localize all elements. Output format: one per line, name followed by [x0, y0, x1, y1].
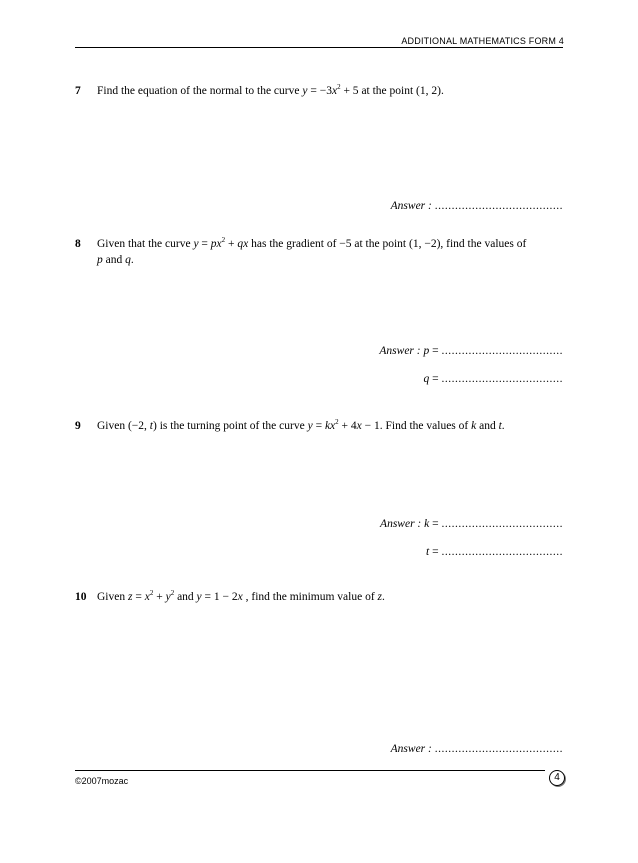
text-fragment: . — [382, 591, 385, 603]
footer-rule — [75, 770, 545, 771]
math-var: x — [144, 591, 150, 603]
question-number: 7 — [75, 85, 81, 97]
math-fragment: = — [198, 238, 211, 250]
text-fragment: Find the equation of the normal to the curve — [97, 85, 303, 97]
question-text-line-2 — [97, 252, 134, 268]
answer-variable: k — [424, 518, 430, 530]
text-fragment: Given (−2, — [97, 420, 150, 432]
math-var: qx — [237, 238, 249, 250]
answer-line-10[interactable] — [391, 743, 563, 755]
math-var: q — [125, 254, 131, 266]
copyright-text: ©2007mozac — [75, 776, 129, 786]
answer-variable: q — [423, 373, 430, 385]
header-rule — [75, 47, 563, 48]
math-var: k — [471, 420, 477, 432]
answer-label: Answer : — [379, 345, 421, 357]
answer-blank[interactable]: .................................... — [441, 345, 563, 357]
header-title: ADDITIONAL MATHEMATICS FORM 4 — [401, 36, 564, 46]
math-fragment: + — [153, 591, 166, 603]
math-var: z — [127, 591, 133, 603]
text-fragment: Given — [97, 591, 128, 603]
math-fragment: = — [312, 420, 325, 432]
text-fragment: , find the minimum value of — [242, 591, 378, 603]
text-fragment: and — [476, 420, 499, 432]
math-exponent: 2 — [221, 236, 226, 244]
math-var: kx — [324, 420, 336, 432]
math-fragment: + 4 — [338, 420, 357, 432]
math-fragment: + — [225, 238, 238, 250]
answer-blank[interactable]: ...................................... — [434, 743, 563, 755]
text-fragment: ) is the turning point of the curve — [153, 420, 308, 432]
text-fragment: and — [174, 591, 197, 603]
page-number-badge: 4 — [549, 770, 565, 786]
answer-line-9-t[interactable] — [426, 546, 563, 558]
math-exponent: 2 — [335, 418, 339, 426]
text-fragment: has the gradient of −5 at the point (1, −2), find the values of — [248, 238, 527, 250]
text-fragment: . — [130, 254, 134, 266]
answer-blank[interactable]: .................................... — [441, 546, 563, 558]
math-var: y — [165, 591, 171, 603]
question-text — [97, 236, 526, 252]
text-fragment: Given that the curve — [97, 238, 194, 250]
math-var: x — [237, 591, 243, 603]
answer-line-8-q[interactable] — [424, 373, 564, 385]
answer-label: Answer : — [390, 200, 432, 212]
answer-line-9-k[interactable] — [380, 518, 563, 530]
equals-sign: = — [429, 518, 442, 530]
math-fragment: = — [132, 591, 145, 603]
question-number: 8 — [75, 238, 81, 250]
answer-line-8-p[interactable] — [379, 345, 563, 357]
answer-blank[interactable]: .................................... — [441, 518, 563, 530]
answer-blank[interactable]: .................................... — [441, 373, 563, 385]
text-fragment: . — [501, 420, 505, 432]
question-text — [97, 418, 505, 434]
answer-label: Answer : — [380, 518, 422, 530]
math-var: y — [196, 591, 202, 603]
text-fragment: at the point (1, 2). — [358, 85, 444, 97]
math-exponent: 2 — [170, 589, 175, 597]
answer-variable: t — [426, 546, 430, 558]
math-var: y — [302, 85, 308, 97]
math-fragment: + 5 — [340, 85, 359, 97]
question-text — [97, 83, 444, 99]
question-number: 9 — [75, 420, 81, 432]
answer-blank[interactable]: ...................................... — [434, 200, 563, 212]
text-fragment: and — [102, 254, 126, 266]
text-fragment: − 1. Find the values of — [361, 420, 472, 432]
math-var: t — [498, 420, 502, 432]
math-exponent: 2 — [149, 589, 154, 597]
question-number: 10 — [75, 591, 87, 603]
math-var: px — [210, 238, 222, 250]
math-exponent: 2 — [337, 83, 341, 91]
math-var: x — [356, 420, 362, 432]
equals-sign: = — [429, 345, 442, 357]
answer-variable: p — [423, 345, 430, 357]
answer-line-7[interactable] — [391, 200, 563, 212]
math-fragment: = 1 − 2 — [201, 591, 238, 603]
math-fragment: = −3 — [307, 85, 332, 97]
answer-label: Answer : — [390, 743, 432, 755]
math-var: x — [331, 85, 338, 97]
math-var: p — [97, 254, 103, 266]
math-var: y — [193, 238, 199, 250]
equals-sign: = — [429, 546, 442, 558]
equals-sign: = — [429, 373, 442, 385]
math-var: y — [307, 420, 313, 432]
question-text — [97, 589, 385, 605]
math-var: z — [377, 591, 383, 603]
math-var: t — [149, 420, 153, 432]
